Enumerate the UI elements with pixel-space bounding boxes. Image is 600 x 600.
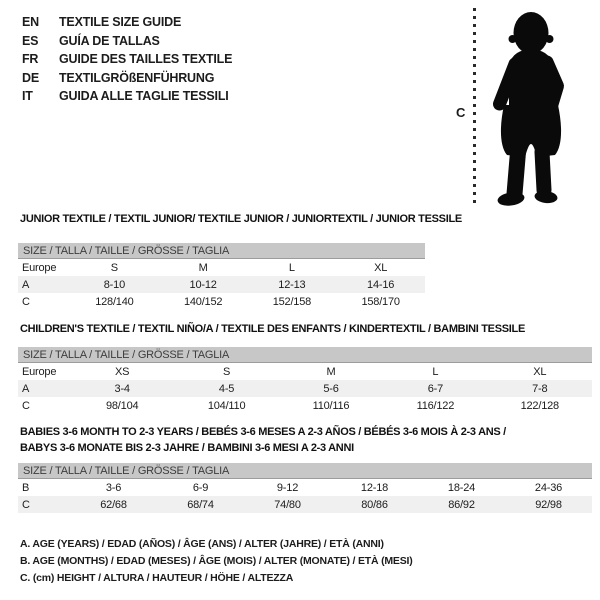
size-cell: 128/140 [95, 295, 134, 308]
lang-label: GUIDA ALLE TAGLIE TESSILI [59, 89, 229, 104]
lang-row-de [22, 69, 232, 88]
size-cell: 3-4 [114, 382, 130, 395]
size-cell: 14-16 [367, 278, 395, 291]
babies-table [18, 463, 592, 513]
lang-label: GUÍA DE TALLAS [59, 33, 160, 48]
table-row [18, 259, 425, 276]
size-cell: L [288, 261, 295, 274]
table-row [18, 293, 425, 310]
row-label-cell: B [22, 481, 30, 494]
lang-code: EN [22, 15, 39, 30]
size-cell: 6-7 [427, 382, 444, 395]
lang-row-fr [22, 50, 232, 69]
size-cell: S [223, 365, 231, 378]
size-cell: 116/122 [416, 399, 455, 412]
lang-row-es [22, 32, 232, 51]
children-table [18, 347, 592, 414]
table-row [18, 380, 592, 397]
row-label-cell: Europe [22, 365, 57, 378]
size-cell: 98/104 [105, 399, 139, 412]
size-cell: M [198, 261, 208, 274]
size-cell: XL [374, 261, 388, 274]
size-cell: 3-6 [105, 481, 122, 494]
size-cell: 110/116 [312, 399, 350, 412]
size-cell: 6-9 [192, 481, 209, 494]
row-label-cell: A [22, 382, 30, 395]
legend-notes [20, 536, 413, 587]
lang-row-en [22, 13, 232, 32]
height-dashed-line [473, 8, 476, 206]
lang-code: FR [22, 52, 39, 67]
lang-code: DE [22, 70, 39, 85]
size-cell: 24-36 [534, 481, 563, 494]
size-cell: 9-12 [276, 481, 299, 494]
height-measure-label: C [456, 105, 466, 120]
baby-silhouette-icon [481, 8, 577, 208]
lang-code: IT [22, 89, 33, 104]
size-cell: 104/110 [207, 399, 246, 412]
babies-table-title [20, 424, 506, 456]
size-cell: 7-8 [532, 382, 548, 395]
size-header-bar: SIZE / TALLA / TAILLE / GRÖSSE / TAGLIA [18, 243, 425, 259]
lang-label: GUIDE DES TAILLES TEXTILE [59, 52, 233, 67]
size-cell: 152/158 [272, 295, 312, 308]
size-cell: M [326, 365, 336, 378]
junior-table [18, 243, 425, 310]
note-age-months: B. AGE (MONTHS) / EDAD (MESES) / ÂGE (MOIS) / ALTER (MONATE) / ETÀ (MESI) [20, 555, 413, 567]
size-cell: 4-5 [218, 382, 235, 395]
lang-label: TEXTILE SIZE GUIDE [59, 15, 182, 30]
size-cell: 140/152 [183, 295, 223, 308]
size-cell: 68/74 [187, 498, 214, 511]
note-height-cm: C. (cm) HEIGHT / ALTURA / HAUTEUR / HÖHE / ALTEZZA [20, 572, 294, 584]
children-table-title: CHILDREN'S TEXTILE / TEXTIL NIÑO/A / TEXTILE DES ENFANTS / KINDERTEXTIL / BAMBINI TESSILE [20, 323, 525, 335]
size-cell: 12-18 [360, 481, 389, 494]
size-cell: 8-10 [103, 278, 125, 291]
table-row [18, 276, 425, 293]
lang-row-it [22, 87, 232, 106]
row-label-cell: A [22, 278, 30, 291]
size-header-bar: SIZE / TALLA / TAILLE / GRÖSSE / TAGLIA [18, 347, 592, 363]
table-row [18, 479, 592, 496]
size-cell: 18-24 [447, 481, 476, 494]
row-label-cell: C [22, 498, 30, 511]
size-cell: 62/68 [100, 498, 127, 511]
size-cell: S [110, 261, 118, 274]
row-label-cell: C [22, 399, 30, 412]
size-cell: 92/98 [535, 498, 562, 511]
size-cell: XS [115, 365, 130, 378]
babies-title-line2: BABYS 3-6 MONATE BIS 2-3 JAHRE / BAMBINI 3-6 MESI A 2-3 ANNI [20, 442, 354, 454]
size-cell: XL [533, 365, 547, 378]
table-row [18, 397, 592, 414]
babies-title-line1: BABIES 3-6 MONTH TO 2-3 YEARS / BEBÉS 3-6 MESES A 2-3 AÑOS / BÉBÉS 3-6 MOIS À 2-3 ANS / [20, 426, 506, 438]
size-cell: 86/92 [448, 498, 475, 511]
note-age-years: A. AGE (YEARS) / EDAD (AÑOS) / ÂGE (ANS) / ALTER (JAHRE) / ETÀ (ANNI) [20, 538, 384, 550]
size-header-bar: SIZE / TALLA / TAILLE / GRÖSSE / TAGLIA [18, 463, 592, 479]
table-row [18, 496, 592, 513]
size-cell: L [432, 365, 439, 378]
size-cell: 5-6 [323, 382, 339, 395]
lang-label: TEXTILGRÖßENFÜHRUNG [59, 70, 215, 85]
junior-table-title: JUNIOR TEXTILE / TEXTIL JUNIOR/ TEXTILE JUNIOR / JUNIORTEXTIL / JUNIOR TESSILE [20, 213, 462, 225]
size-cell: 12-13 [278, 278, 306, 291]
language-title-block [22, 13, 232, 106]
table-row [18, 363, 592, 380]
size-cell: 10-12 [189, 278, 217, 291]
size-cell: 158/170 [361, 295, 400, 308]
row-label-cell: C [22, 295, 30, 308]
size-cell: 80/86 [361, 498, 388, 511]
row-label-cell: Europe [22, 261, 57, 274]
size-cell: 74/80 [274, 498, 301, 511]
lang-code: ES [22, 33, 39, 48]
size-cell: 122/128 [520, 399, 559, 412]
